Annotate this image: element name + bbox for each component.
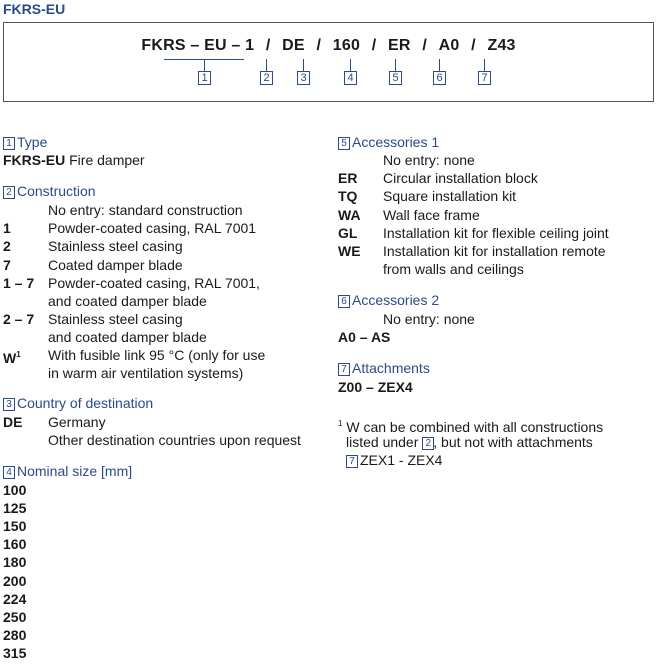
construction-key: 2 – 7	[3, 311, 35, 327]
construction-desc: Stainless steel casing	[48, 311, 183, 327]
ref-number: 2	[422, 437, 434, 450]
attach-range: Z00 – ZEX4	[338, 379, 413, 395]
construction-key: 1	[3, 220, 11, 236]
page-header: FKRS-EU	[3, 1, 66, 17]
ref-number: 1	[3, 137, 15, 150]
footnote-line	[346, 433, 593, 451]
ref-number: 4	[3, 466, 15, 479]
ref-number: 2	[3, 186, 15, 199]
section-title-text: Type	[17, 134, 48, 150]
footnote-text: listed under	[346, 434, 419, 450]
acc2-range: A0 – AS	[338, 329, 391, 345]
code-tick	[204, 59, 205, 71]
code-number-2: 2	[260, 71, 273, 85]
construction-key: 2	[3, 238, 11, 254]
acc1-desc: Wall face frame	[383, 207, 480, 223]
footnote-marker: 1	[16, 350, 21, 359]
code-acc2: A0	[438, 37, 460, 54]
attach-section-title	[338, 360, 430, 376]
code-number-6: 6	[433, 71, 446, 85]
footnote-text: , but not with attachments	[433, 434, 593, 450]
acc1-desc: Installation kit for installation remote	[383, 243, 606, 259]
section-title-text: Nominal size [mm]	[17, 463, 133, 479]
section-title-text: Accessories 2	[352, 292, 440, 308]
construction-key	[3, 346, 21, 367]
nominal-size: 200	[3, 573, 27, 589]
code-number-1: 1	[198, 71, 211, 85]
construction-desc: Coated damper blade	[48, 257, 183, 273]
code-tick	[484, 59, 485, 71]
acc1-no-entry: No entry: none	[383, 152, 475, 168]
footnote-text: ZEX1 - ZEX4	[360, 452, 443, 468]
nominal-size: 250	[3, 609, 27, 625]
code-number-5: 5	[389, 71, 402, 85]
code-type: FKRS – EU – 1	[141, 37, 255, 54]
acc1-key: TQ	[338, 188, 358, 204]
code-sep: /	[371, 37, 377, 54]
construction-desc: With fusible link 95 °C (only for use	[48, 347, 266, 363]
code-tick	[395, 59, 396, 71]
code-attach: Z43	[487, 37, 516, 54]
acc2-no-entry: No entry: none	[383, 311, 475, 327]
type-section-title	[3, 134, 47, 150]
type-text: Fire damper	[69, 152, 145, 168]
nominal-size: 280	[3, 627, 27, 643]
nominal-size: 160	[3, 536, 27, 552]
acc1-desc: Square installation kit	[383, 188, 517, 204]
construction-section-title	[3, 183, 96, 199]
country-section-title	[3, 395, 153, 411]
construction-key: 7	[3, 257, 11, 273]
ref-number: 5	[338, 137, 350, 150]
code-tick	[439, 59, 440, 71]
construction-no-entry: No entry: standard construction	[48, 202, 243, 218]
construction-desc: and coated damper blade	[48, 329, 207, 345]
section-title-text: Attachments	[352, 360, 430, 376]
ref-number: 7	[338, 363, 350, 376]
nominal-size: 180	[3, 554, 27, 570]
footnote-line	[346, 451, 442, 469]
code-acc1: ER	[388, 37, 411, 54]
code-tick	[303, 59, 304, 71]
construction-key: 1 – 7	[3, 275, 35, 291]
code-number-3: 3	[297, 71, 310, 85]
nominal-size: 125	[3, 500, 27, 516]
acc2-section-title	[338, 292, 439, 308]
code-number-7: 7	[478, 71, 491, 85]
order-code	[4, 37, 653, 55]
country-desc: Germany	[48, 414, 106, 430]
code-country: DE	[282, 37, 305, 54]
order-code-box	[3, 22, 654, 102]
acc1-desc: Installation kit for flexible ceiling joint	[383, 225, 609, 241]
construction-desc: Stainless steel casing	[48, 238, 183, 254]
type-key: FKRS-EU	[3, 152, 66, 168]
acc1-key: WA	[338, 207, 361, 223]
footnote-marker: 1	[338, 419, 343, 428]
code-tick	[350, 59, 351, 71]
section-title-text: Construction	[17, 183, 96, 199]
construction-desc: Powder-coated casing, RAL 7001	[48, 220, 257, 236]
nominal-size: 224	[3, 591, 27, 607]
section-title-text: Country of destination	[17, 395, 154, 411]
ref-number: 3	[3, 398, 15, 411]
type-entry	[3, 151, 145, 169]
nominal-size: 150	[3, 518, 27, 534]
nominal-section-title	[3, 463, 132, 479]
footnote-text: W can be combined with all constructions	[346, 419, 604, 435]
construction-desc: in warm air ventilation systems)	[48, 365, 244, 381]
acc1-desc: Circular installation block	[383, 170, 538, 186]
code-number-4: 4	[344, 71, 357, 85]
country-desc: Other destination countries upon request	[48, 432, 301, 448]
acc1-key: WE	[338, 243, 361, 259]
construction-desc: and coated damper blade	[48, 293, 207, 309]
code-tick	[266, 59, 267, 71]
construction-desc: Powder-coated casing, RAL 7001,	[48, 275, 260, 291]
nominal-size: 315	[3, 645, 27, 661]
nominal-size: 100	[3, 482, 27, 498]
code-sep: /	[265, 37, 271, 54]
construction-key-text: W	[3, 350, 17, 366]
acc1-key: ER	[338, 170, 358, 186]
ref-number: 6	[338, 295, 350, 308]
acc1-key: GL	[338, 225, 358, 241]
code-sep: /	[422, 37, 427, 54]
ref-number: 7	[346, 455, 358, 468]
acc1-section-title	[338, 134, 439, 150]
section-title-text: Accessories 1	[352, 134, 440, 150]
acc1-desc: from walls and ceilings	[383, 261, 524, 277]
code-sep: /	[316, 37, 322, 54]
code-sep: /	[471, 37, 476, 54]
country-key: DE	[3, 414, 23, 430]
code-size: 160	[332, 37, 361, 54]
